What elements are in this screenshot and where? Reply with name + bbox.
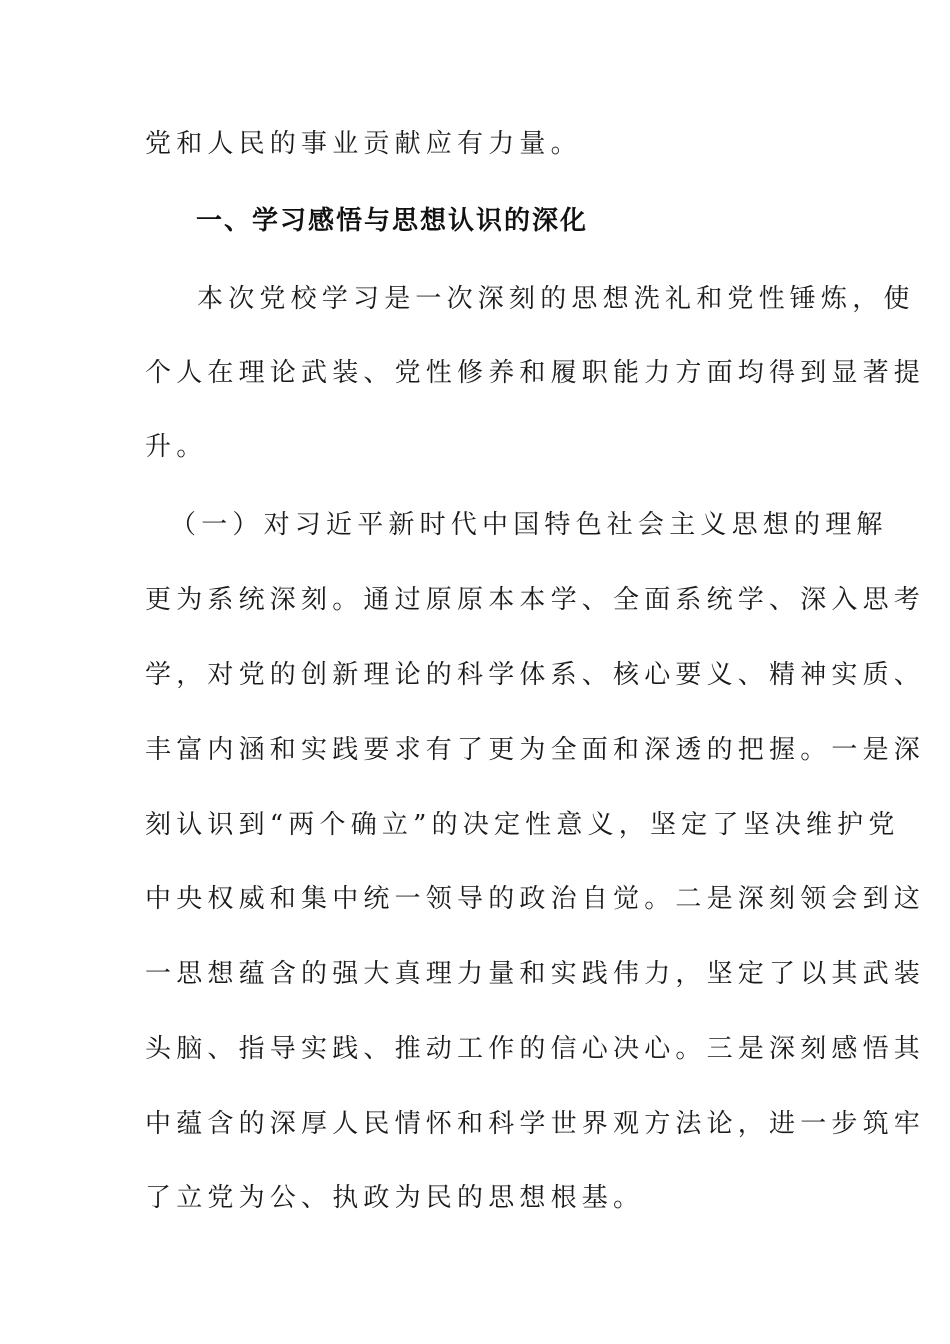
paragraph-line: 中蕴含的深厚人民情怀和科学世界观方法论，进一步筑牢 xyxy=(145,1109,926,1139)
paragraph-line: 了立党为公、执政为民的思想根基。 xyxy=(145,1183,645,1213)
paragraph-line: 学，对党的创新理论的科学体系、核心要义、精神实质、 xyxy=(145,660,926,690)
paragraph-line: 丰富内涵和实践要求有了更为全面和深透的把握。一是深 xyxy=(145,735,926,765)
paragraph-line: 头脑、指导实践、推动工作的信心决心。三是深刻感悟其 xyxy=(145,1034,926,1064)
paragraph-line: 本次党校学习是一次深刻的思想洗礼和党性锤炼，使 xyxy=(197,284,915,314)
paragraph-line: 党和人民的事业贡献应有力量。 xyxy=(145,129,582,159)
paragraph-line: 刻认识到“两个确立”的决定性意义，坚定了坚决维护党 xyxy=(145,810,900,840)
paragraph-line: 一思想蕴含的强大真理力量和实践伟力，坚定了以其武装 xyxy=(145,959,926,989)
paragraph-line: 升。 xyxy=(145,432,208,462)
section-heading: 一、学习感悟与思想认识的深化 xyxy=(196,206,589,236)
paragraph-line: 中央权威和集中统一领导的政治自觉。二是深刻领会到这 xyxy=(145,884,926,914)
paragraph-line: 个人在理论武装、党性修养和履职能力方面均得到显著提 xyxy=(145,358,926,388)
subsection-line: （一）对习近平新时代中国特色社会主义思想的理解 xyxy=(170,510,888,540)
paragraph-line: 更为系统深刻。通过原原本本学、全面系统学、深入思考 xyxy=(145,585,926,615)
